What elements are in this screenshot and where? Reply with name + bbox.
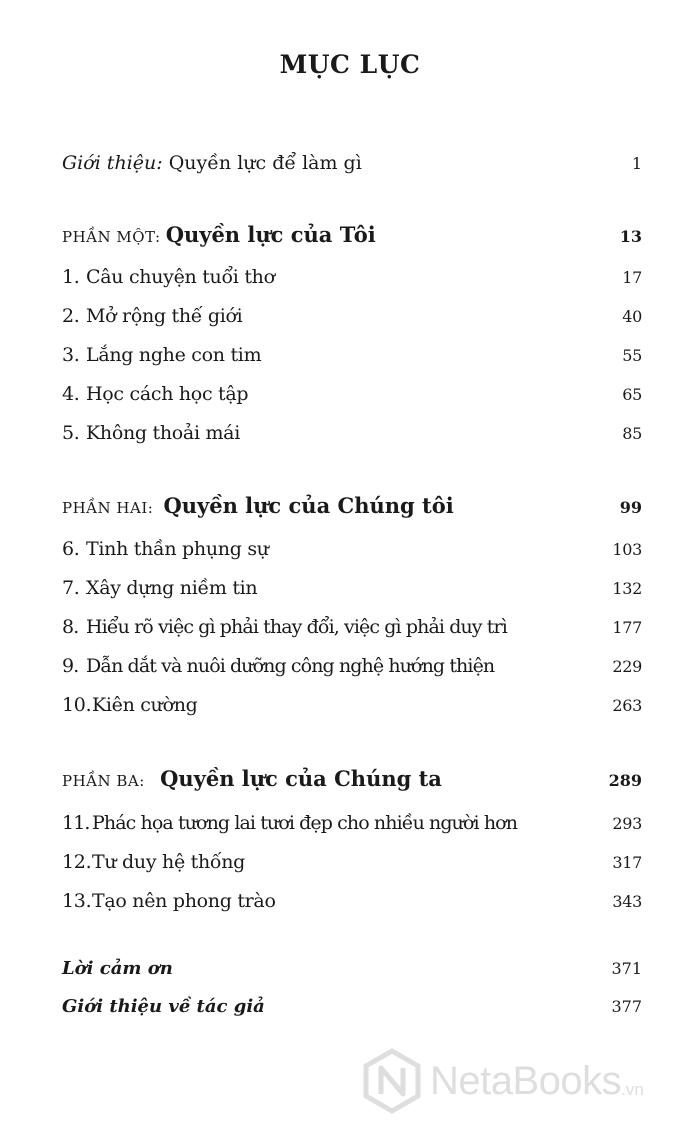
chapter-number: 13. bbox=[62, 890, 92, 912]
chapter-title: Không thoải mái bbox=[86, 422, 240, 444]
page-number: 229 bbox=[612, 657, 642, 676]
chapter-number: 6. bbox=[62, 538, 80, 560]
toc-chapter[interactable] bbox=[62, 616, 642, 638]
toc-chapter[interactable] bbox=[62, 812, 642, 834]
part-kicker: PHẦN BA: bbox=[62, 772, 145, 790]
page-number: 343 bbox=[612, 892, 642, 911]
intro-title: Quyền lực để làm gì bbox=[168, 152, 362, 174]
page-number: 377 bbox=[611, 997, 642, 1016]
chapter-title: Tinh thần phụng sự bbox=[86, 538, 269, 560]
watermark-suffix: .vn bbox=[621, 1080, 644, 1099]
page-number: 17 bbox=[622, 268, 642, 287]
part-heading[interactable] bbox=[62, 766, 642, 791]
toc-chapter[interactable] bbox=[62, 577, 642, 599]
chapter-title: Phác họa tương lai tươi đẹp cho nhiều người hơn bbox=[92, 812, 518, 834]
chapter-number: 5. bbox=[62, 422, 80, 444]
part-title: Quyền lực của Tôi bbox=[165, 222, 376, 247]
toc-chapter[interactable] bbox=[62, 383, 642, 405]
toc-chapter[interactable] bbox=[62, 266, 642, 288]
chapter-title: Dẫn dắt và nuôi dưỡng công nghệ hướng thiện bbox=[86, 655, 495, 677]
toc-chapter[interactable] bbox=[62, 694, 642, 716]
back-matter-title: Lời cảm ơn bbox=[62, 958, 173, 979]
chapter-title: Tạo nên phong trào bbox=[92, 890, 276, 912]
part-kicker: PHẦN MỘT: bbox=[62, 228, 161, 246]
n-hexagon-logo-icon bbox=[362, 1048, 422, 1114]
page-number: 13 bbox=[619, 227, 642, 246]
chapter-number: 3. bbox=[62, 344, 80, 366]
chapter-number: 7. bbox=[62, 577, 80, 599]
page-number: 1 bbox=[631, 154, 642, 173]
chapter-title: Hiểu rõ việc gì phải thay đổi, việc gì phải duy trì bbox=[86, 616, 507, 638]
toc-intro[interactable] bbox=[62, 152, 642, 174]
part-title: Quyền lực của Chúng ta bbox=[160, 766, 442, 791]
page-number: 371 bbox=[611, 959, 642, 978]
chapter-number: 12. bbox=[62, 851, 92, 873]
page-title: MỤC LỤC bbox=[279, 50, 421, 79]
toc-chapter[interactable] bbox=[62, 655, 642, 677]
chapter-number: 1. bbox=[62, 266, 80, 288]
chapter-title: Xây dựng niềm tin bbox=[86, 577, 258, 599]
part-kicker: PHẦN HAI: bbox=[62, 499, 154, 517]
chapter-title: Mở rộng thế giới bbox=[86, 305, 243, 327]
chapter-number: 2. bbox=[62, 305, 80, 327]
chapter-number: 9. bbox=[62, 655, 79, 677]
chapter-title: Kiên cường bbox=[92, 694, 198, 716]
page-number: 40 bbox=[622, 307, 642, 326]
page-number: 289 bbox=[608, 771, 642, 790]
chapter-title: Học cách học tập bbox=[86, 383, 249, 405]
page-number: 99 bbox=[619, 498, 642, 517]
chapter-title: Câu chuyện tuổi thơ bbox=[86, 266, 275, 288]
page-number: 293 bbox=[612, 814, 642, 833]
chapter-number: 8. bbox=[62, 616, 79, 638]
toc-chapter[interactable] bbox=[62, 851, 642, 873]
part-title: Quyền lực của Chúng tôi bbox=[163, 493, 454, 518]
toc-chapter[interactable] bbox=[62, 422, 642, 444]
chapter-title: Lắng nghe con tim bbox=[86, 344, 262, 366]
part-heading[interactable] bbox=[62, 493, 642, 518]
toc-chapter[interactable] bbox=[62, 344, 642, 366]
page-number: 85 bbox=[622, 424, 642, 443]
watermark-brand: NetaBooks bbox=[430, 1058, 622, 1103]
chapter-title: Tư duy hệ thống bbox=[92, 851, 246, 873]
page-number: 65 bbox=[622, 385, 642, 404]
toc-chapter[interactable] bbox=[62, 538, 642, 560]
part-heading[interactable] bbox=[62, 222, 642, 247]
page-number: 103 bbox=[612, 540, 642, 559]
toc-back-matter[interactable] bbox=[62, 958, 642, 979]
page-number: 263 bbox=[612, 696, 642, 715]
page-number: 132 bbox=[612, 579, 642, 598]
netabooks-watermark bbox=[362, 1046, 692, 1116]
toc-chapter[interactable] bbox=[62, 305, 642, 327]
chapter-number: 11. bbox=[62, 812, 90, 834]
chapter-number: 10. bbox=[62, 694, 92, 716]
page-number: 177 bbox=[612, 618, 642, 637]
page-number: 55 bbox=[622, 346, 642, 365]
toc-chapter[interactable] bbox=[62, 890, 642, 912]
back-matter-title: Giới thiệu về tác giả bbox=[62, 996, 265, 1017]
chapter-number: 4. bbox=[62, 383, 80, 405]
page-number: 317 bbox=[612, 853, 642, 872]
toc-back-matter[interactable] bbox=[62, 996, 642, 1017]
intro-lead: Giới thiệu: bbox=[62, 152, 163, 174]
